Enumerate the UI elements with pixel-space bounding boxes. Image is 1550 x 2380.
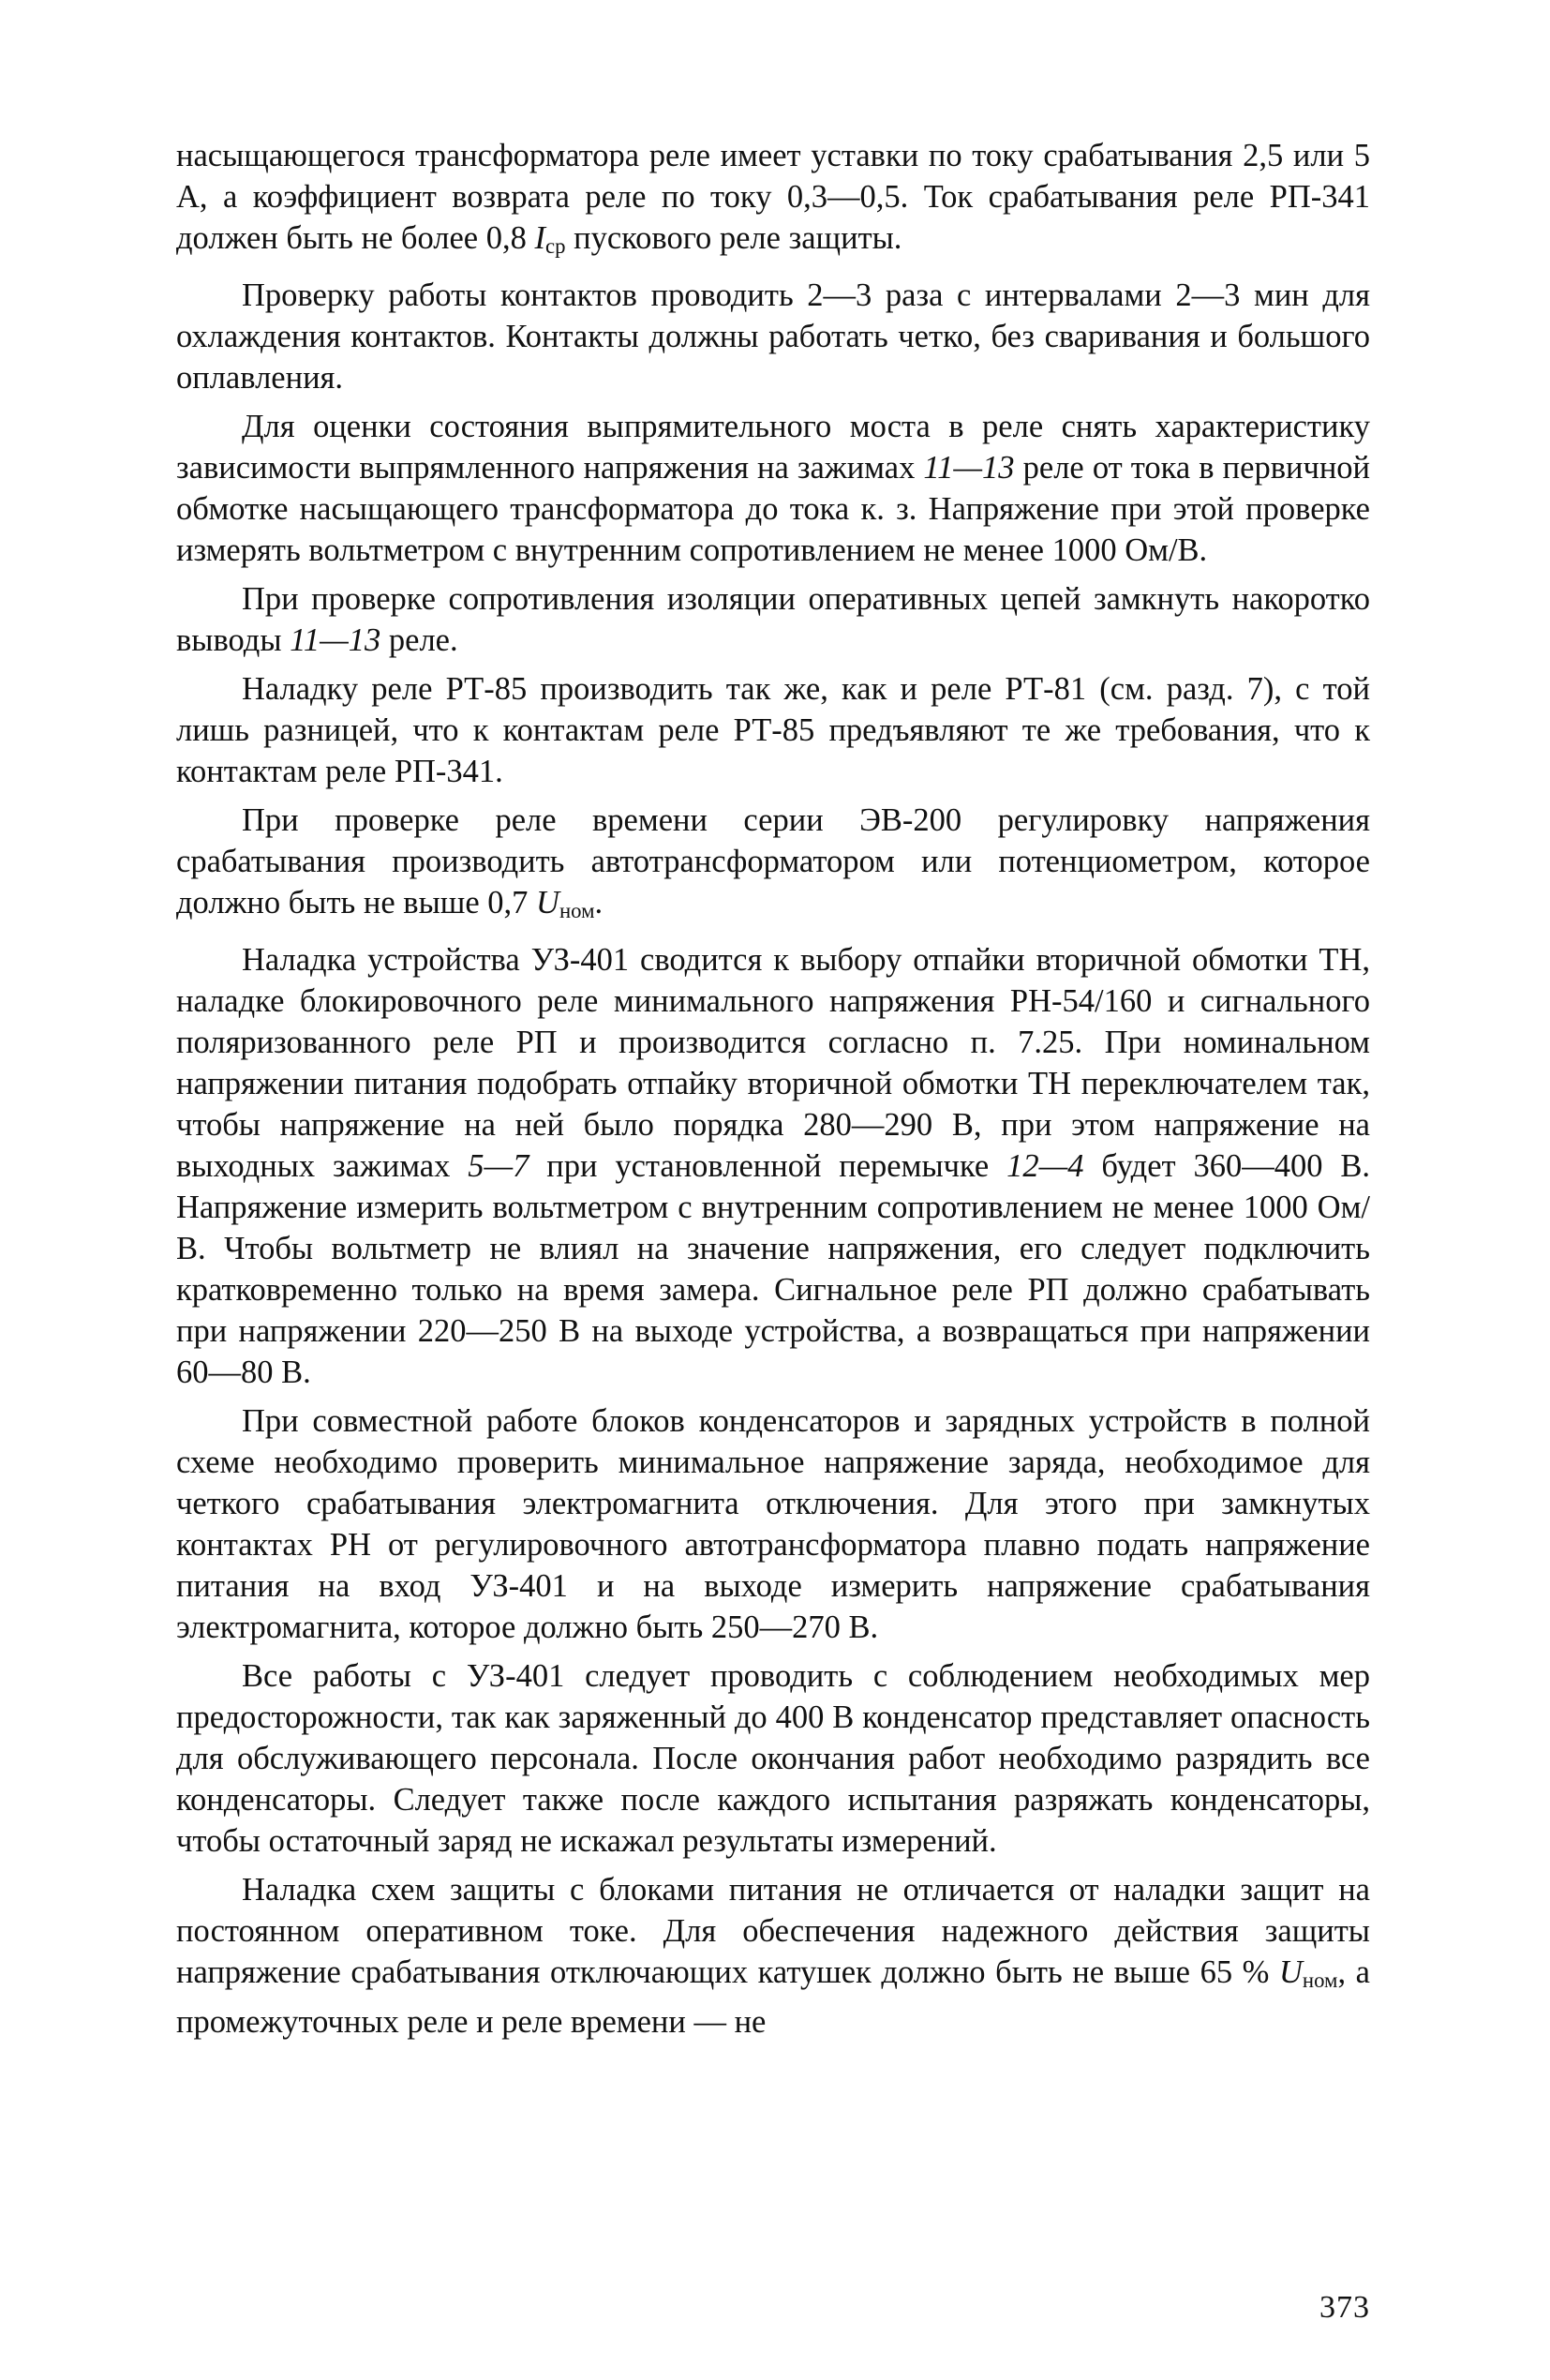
paragraph-10: Наладка схем защиты с блоками питания не отличается от наладки защит на постоянном оперативном токе. Для обеспечения надежного действия защиты напряжение срабатывания отключающих катушек должно быть не выше 65 % $U_{ном}$, а промежуточных реле и реле времени — не <box>176 1872 1370 2040</box>
paragraph-1: насыщающегося трансформатора реле имеет уставки по току срабатывания 2,5 или 5 А, а коэффициент возврата реле по току 0,3—0,5. Ток срабатывания реле РП-341 должен быть не более 0,8 $I_{ср}$ пускового реле защиты. <box>176 138 1370 258</box>
paragraph-4: При проверке сопротивления изоляции оперативных цепей замкнуть накоротко выводы 11—13 реле. <box>176 581 1370 658</box>
page-number: 373 <box>1319 2290 1370 2325</box>
paragraph-9: Все работы с УЗ-401 следует проводить с соблюдением необходимых мер предосторожности, так как заряженный до 400 В конденсатор представляет опасность для обслуживающего персонала. После окончания работ необходимо разрядить все конденсаторы. Следует также после каждого испытания разряжать конденсаторы, чтобы остаточный заряд не искажал результаты измерений. <box>176 1658 1370 1859</box>
paragraph-8: При совместной работе блоков конденсаторов и зарядных устройств в полной схеме необходимо проверить минимальное напряжение заряда, необходимое для четкого срабатывания электромагнита отключения. Для этого при замкнутых контактах РН от регулировочного автотрансформатора плавно подать напряжение питания на вход УЗ-401 и на выходе измерить напряжение срабатывания электромагнита, которое должно быть 250—270 В. <box>176 1403 1370 1645</box>
paragraph-7: Наладка устройства УЗ-401 сводится к выбору отпайки вторичной обмотки ТН, наладке блокировочного реле минимального напряжения РН-54/160 и сигнального поляризованного реле РП и производится согласно п. 7.25. При номинальном напряжении питания подобрать отпайку вторичной обмотки ТН переключателем так, чтобы напряжение на ней было порядка 280—290 В, при этом напряжение на выходных зажимах 5—7 при установленной перемычке 12—4 будет 360—400 В. Напряжение измерить вольтметром с внутренним сопротивлением не менее 1000 Ом/В. Чтобы вольтметр не влиял на значение напряжения, его следует подключить кратковременно только на время замера. Сигнальное реле РП должно срабатывать при напряжении 220—250 В на выходе устройства, а возвращаться при напряжении 60—80 В. <box>176 942 1370 1390</box>
paragraph-6: При проверке реле времени серии ЭВ-200 регулировку напряжения срабатывания производить автотрансформатором или потенциометром, которое должно быть не выше 0,7 $U_{ном}$. <box>176 802 1370 922</box>
paragraph-5: Наладку реле РТ-85 производить так же, как и реле РТ-81 (см. разд. 7), с той лишь разницей, что к контактам реле РТ-85 предъявляют те же требования, что к контактам реле РП-341. <box>176 671 1370 789</box>
text-body <box>176 135 1370 2043</box>
paragraph-3: Для оценки состояния выпрямительного моста в реле снять характеристику зависимости выпрямленного напряжения на зажимах 11—13 реле от тока в первичной обмотке насыщающего трансформатора до тока к. з. Напряжение при этой проверке измерять вольтметром с внутренним сопротивлением не менее 1000 Ом/В. <box>176 409 1370 568</box>
paragraph-2: Проверку работы контактов проводить 2—3 раза с интервалами 2—3 мин для охлаждения контактов. Контакты должны работать четко, без сваривания и большого оплавления. <box>176 277 1370 396</box>
